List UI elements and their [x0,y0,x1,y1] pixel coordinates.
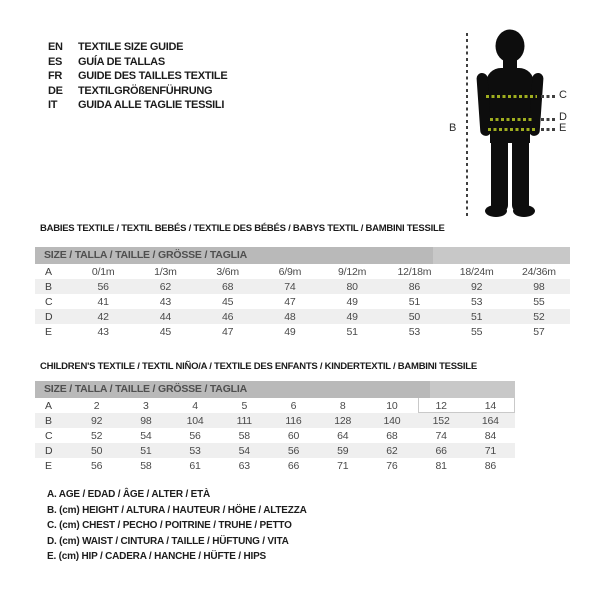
table-cell: 0/1m [91,265,115,278]
height-label: B [449,122,457,134]
language-code: FR [48,70,63,83]
table-cell: 98 [140,414,152,427]
table-cell: 4 [192,399,198,412]
language-row [48,98,227,113]
table-cell: 46 [221,310,234,323]
row-label: E [45,325,53,338]
table-cell: 86 [408,280,421,293]
table-cell: 41 [97,295,109,308]
chest-label: C [559,89,567,101]
table-cell: 56 [287,444,300,457]
language-row [48,55,227,70]
table-cell: 152 [432,414,450,427]
table-cell: 51 [408,295,421,308]
table-cell: 74 [435,429,447,442]
babies-table-section [35,247,570,339]
table-cell: 42 [97,310,109,323]
hip-measure-leader [541,128,555,131]
children-size-header: SIZE / TALLA / TAILLE / GRÖSSE / TAGLIA [35,381,515,398]
table-cell: 128 [334,414,352,427]
table-cell: 111 [236,414,252,427]
table-cell: 10 [386,399,398,412]
table-cell: 68 [221,280,234,293]
table-cell: 81 [435,459,447,472]
language-code: ES [48,55,63,68]
table-cell: 116 [285,414,302,427]
table-cell: 55 [470,325,483,338]
babies-size-header: SIZE / TALLA / TAILLE / GRÖSSE / TAGLIA [35,247,570,264]
language-title: GUIDE DES TAILLES TEXTILE [78,70,228,83]
table-cell: 53 [470,295,483,308]
table-cell: 61 [189,459,201,472]
table-cell: 3/6m [216,265,239,278]
table-cell: 24/36m [521,265,556,278]
row-label: D [45,444,53,457]
table-cell: 53 [189,444,201,457]
waist-measure-leader [541,118,555,121]
table-row [35,309,570,324]
table-cell: 54 [140,429,152,442]
row-label: C [45,429,53,442]
table-cell: 6 [290,399,297,412]
table-cell: 49 [284,325,296,338]
language-row [48,40,227,55]
babies-size-table [35,264,570,339]
table-cell: 50 [408,310,421,323]
table-cell: 76 [386,459,398,472]
table-cell: 62 [159,280,172,293]
table-cell: 6/9m [278,265,302,278]
row-label: E [45,459,53,472]
waist-measure-line [490,118,533,121]
table-cell: 57 [533,325,545,338]
table-cell: 43 [159,295,172,308]
table-cell: 104 [186,414,204,427]
language-list [48,40,227,113]
row-label: C [45,295,53,308]
table-cell: 62 [386,444,398,457]
table-cell: 92 [470,280,483,293]
table-cell: 12/18m [397,265,432,278]
table-row [35,458,515,473]
table-cell: 71 [484,444,497,457]
language-code: EN [48,41,63,53]
table-row [35,398,515,413]
language-row [48,69,227,84]
children-section-title: CHILDREN'S TEXTILE / TEXTIL NIÑO/A / TEXTILE DES ENFANTS / KINDERTEXTIL / BAMBINI TESSILE [40,361,477,372]
table-cell: 43 [97,325,109,338]
table-cell: 2 [93,399,100,412]
table-row [35,428,515,443]
language-title: TEXTILE SIZE GUIDE [78,41,184,53]
language-code: DE [48,84,63,97]
table-row [35,294,570,309]
row-label: B [45,414,53,427]
chest-measure-leader [541,95,555,98]
table-cell: 3 [143,399,149,412]
table-cell: 52 [533,310,545,323]
legend-row: E. (cm) HIP / CADERA / HANCHE / HÜFTE / HIPS [47,551,267,563]
table-cell: 58 [140,459,152,472]
language-code: IT [48,99,58,112]
table-row [35,413,515,428]
waist-label: D [559,111,567,123]
table-cell: 52 [90,429,103,442]
row-label: A [45,265,53,278]
table-cell: 47 [221,325,234,338]
table-cell: 50 [90,444,103,457]
table-cell: 98 [533,280,545,293]
table-cell: 48 [284,310,296,323]
children-table-section [35,381,515,473]
table-row [35,279,570,294]
table-cell: 12 [435,399,447,412]
table-cell: 51 [346,325,358,338]
language-title: GUIDA ALLE TAGLIE TESSILI [78,99,225,112]
table-cell: 8 [339,399,346,412]
table-cell: 56 [90,459,103,472]
table-cell: 47 [284,295,296,308]
table-cell: 5 [241,399,248,412]
table-cell: 140 [383,414,401,427]
language-title: TEXTILGRÖßENFÜHRUNG [78,84,213,97]
table-cell: 84 [484,429,497,442]
table-cell: 56 [97,280,109,293]
table-cell: 9/12m [338,265,367,278]
table-cell: 60 [287,429,300,442]
table-row [35,324,570,339]
table-cell: 54 [238,444,250,457]
table-cell: 53 [408,325,421,338]
table-cell: 18/24m [459,265,494,278]
language-title: GUÍA DE TALLAS [78,55,165,68]
table-cell: 51 [470,310,483,323]
table-cell: 71 [337,459,349,472]
table-row [35,264,570,279]
legend-row: D. (cm) WAIST / CINTURA / TAILLE / HÜFTUNG / VITA [47,535,289,547]
table-cell: 92 [90,414,103,427]
table-cell: 56 [189,429,201,442]
row-label: D [45,310,53,323]
table-cell: 63 [238,459,250,472]
table-cell: 59 [337,444,349,457]
legend-row: A. AGE / EDAD / ÂGE / ALTER / ETÀ [47,489,211,500]
row-label: A [45,399,53,412]
babies-section-title: BABIES TEXTILE / TEXTIL BEBÉS / TEXTILE DES BÉBÉS / BABYS TEXTIL / BAMBINI TESSILE [40,223,445,234]
table-cell: 66 [435,444,447,457]
height-measure-line [466,33,468,216]
table-cell: 45 [159,325,172,338]
legend-row: B. (cm) HEIGHT / ALTURA / HAUTEUR / HÖHE / ALTEZZA [47,504,307,516]
table-cell: 80 [346,280,358,293]
table-cell: 49 [346,310,358,323]
child-silhouette [450,25,570,220]
hip-label: E [559,122,567,134]
table-cell: 55 [533,295,545,308]
table-cell: 86 [484,459,497,472]
table-cell: 1/3m [154,265,177,278]
table-cell: 51 [140,444,152,457]
row-label: B [45,280,53,293]
measurement-legend [47,487,307,565]
children-size-table [35,398,515,473]
table-cell: 64 [337,429,349,442]
table-row [35,443,515,458]
table-cell: 74 [284,280,296,293]
table-cell: 66 [287,459,300,472]
language-row [48,84,227,99]
table-cell: 58 [238,429,250,442]
table-cell: 49 [346,295,358,308]
table-cell: 14 [484,399,497,412]
legend-row: C. (cm) CHEST / PECHO / POITRINE / TRUHE / PETTO [47,520,292,532]
table-cell: 68 [386,429,398,442]
table-cell: 44 [159,310,172,323]
table-cell: 164 [481,414,499,427]
chest-measure-line [486,95,537,98]
hip-measure-line [488,128,535,131]
table-cell: 45 [221,295,234,308]
